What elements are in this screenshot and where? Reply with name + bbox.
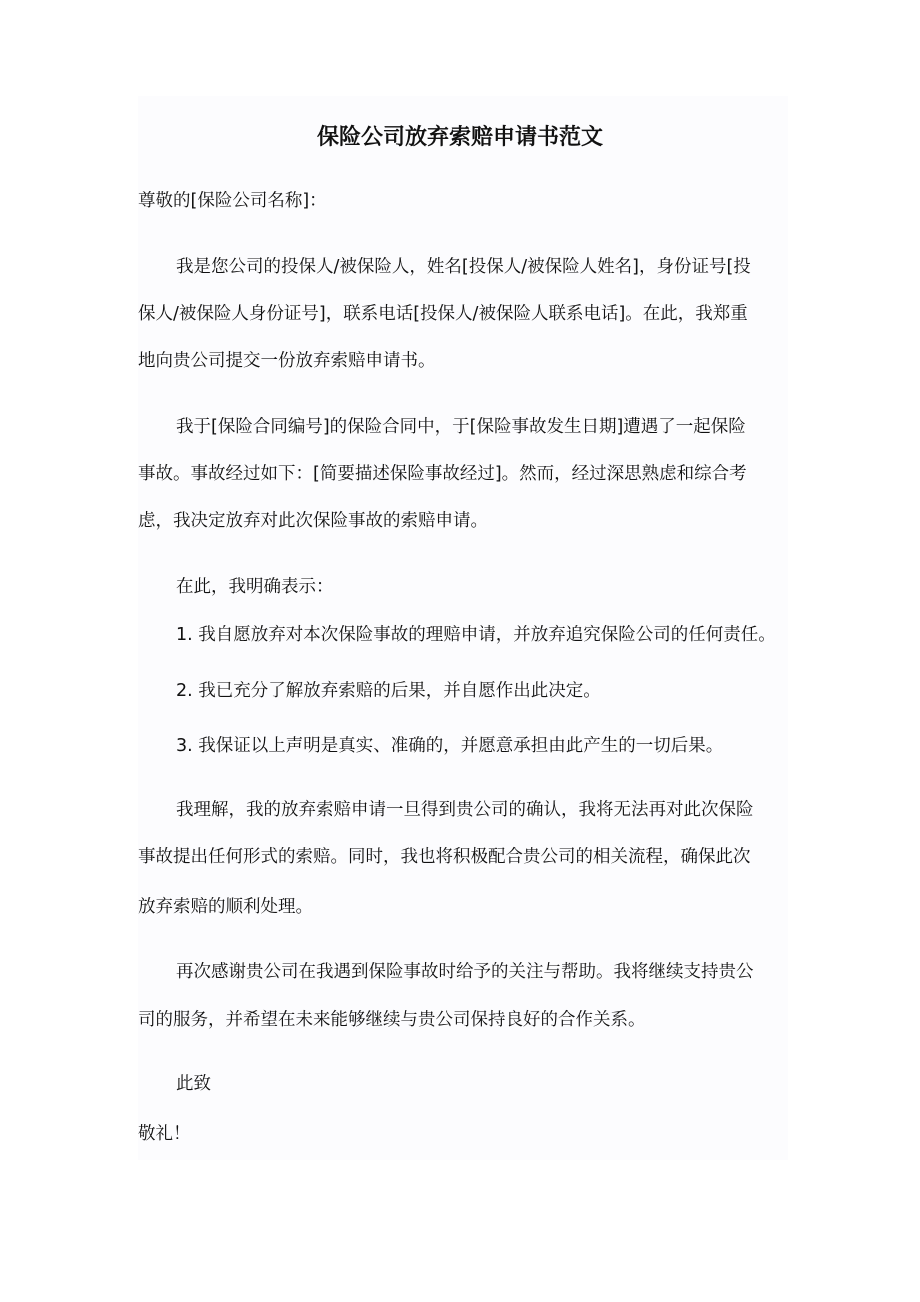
declaration-intro: 在此，我明确表示： [176,577,334,597]
paragraph-3-line-1: 我理解，我的放弃索赔申请一旦得到贵公司的确认，我将无法再对此次保险 [176,800,754,820]
paragraph-1-line-3: 地向贵公司提交一份放弃索赔申请书。 [138,351,436,371]
salutation: 尊敬的[保险公司名称]： [138,191,327,211]
declaration-item-3: 3. 我保证以上声明是真实、准确的，并愿意承担由此产生的一切后果。 [176,736,724,756]
paragraph-2-line-2: 事故。事故经过如下：[简要描述保险事故经过]。然而，经过深思熟虑和综合考 [138,464,747,484]
closing-line-1: 此致 [176,1074,211,1094]
declaration-item-2: 2. 我已充分了解放弃索赔的后果，并自愿作出此决定。 [176,681,601,701]
paragraph-2-line-1: 我于[保险合同编号]的保险合同中，于[保险事故发生日期]遭遇了一起保险 [176,417,746,437]
declaration-item-1: 1. 我自愿放弃对本次保险事故的理赔申请，并放弃追究保险公司的任何责任。 [176,625,776,645]
paragraph-3-line-2: 事故提出任何形式的索赔。同时，我也将积极配合贵公司的相关流程，确保此次 [138,847,751,867]
document-title: 保险公司放弃索赔申请书范文 [316,125,603,150]
paragraph-4-line-1: 再次感谢贵公司在我遇到保险事故时给予的关注与帮助。我将继续支持贵公 [176,962,754,982]
closing-line-2: 敬礼！ [138,1124,191,1144]
paragraph-2-line-3: 虑，我决定放弃对此次保险事故的索赔申请。 [138,511,488,531]
paragraph-3-line-3: 放弃索赔的顺利处理。 [138,897,313,917]
paragraph-1-line-1: 我是您公司的投保人/被保险人，姓名[投保人/被保险人姓名]，身份证号[投 [176,257,751,277]
paragraph-1-line-2: 保人/被保险人身份证号]，联系电话[投保人/被保险人联系电话]。在此，我郑重 [138,304,748,324]
paragraph-4-line-2: 司的服务，并希望在未来能够继续与贵公司保持良好的合作关系。 [138,1010,646,1030]
